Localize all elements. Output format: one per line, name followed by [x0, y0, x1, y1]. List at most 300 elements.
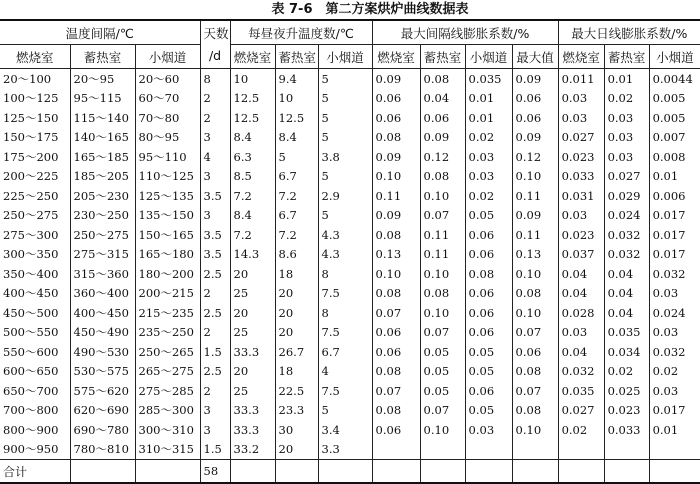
- table-cell: 0.05: [420, 362, 465, 382]
- table-cell: 490～530: [70, 342, 135, 362]
- table-cell: 0.023: [558, 147, 604, 167]
- table-cell: 2.9: [318, 186, 372, 206]
- table-cell: 0.09: [512, 69, 558, 89]
- table-cell: 650～700: [0, 381, 70, 401]
- table-cell: 0.06: [372, 108, 420, 128]
- table-cell: 575～620: [70, 381, 135, 401]
- table-cell: 0.10: [372, 264, 420, 284]
- table-cell: 0.12: [420, 147, 465, 167]
- table-cell: 2.5: [200, 264, 230, 284]
- table-cell: 5: [318, 206, 372, 226]
- table-cell: 0.06: [465, 323, 512, 343]
- table-cell: 33.3: [230, 342, 275, 362]
- table-cell: 0.09: [372, 147, 420, 167]
- table-cell: 0.05: [465, 362, 512, 382]
- table-cell: 150～165: [135, 225, 200, 245]
- table-row: [0, 167, 700, 187]
- table-cell: 0.024: [604, 206, 649, 226]
- table-cell: 0.027: [604, 167, 649, 187]
- table-cell: 0.01: [649, 420, 700, 440]
- table-cell: 12.5: [230, 108, 275, 128]
- table-cell: [465, 460, 512, 484]
- table-row: [0, 147, 700, 167]
- table-cell: 0.03: [604, 147, 649, 167]
- table-cell: [512, 440, 558, 460]
- table-cell: 0.09: [420, 128, 465, 148]
- table-cell: 0.03: [604, 108, 649, 128]
- table-cell: 2.5: [200, 303, 230, 323]
- table-cell: 7.2: [275, 225, 318, 245]
- table-cell: [372, 440, 420, 460]
- table-cell: 0.03: [649, 284, 700, 304]
- table-cell: 6.3: [230, 147, 275, 167]
- table-cell: 3.5: [200, 225, 230, 245]
- table-cell: 0.07: [420, 401, 465, 421]
- table-cell: 500～550: [0, 323, 70, 343]
- subheader-flue: 小烟道: [649, 45, 700, 69]
- table-cell: 0.06: [372, 420, 420, 440]
- table-cell: 110～125: [135, 167, 200, 187]
- table-cell: 0.006: [649, 186, 700, 206]
- table-cell: 8.5: [230, 167, 275, 187]
- table-cell: 0.05: [465, 342, 512, 362]
- subheader-flue: 小烟道: [465, 45, 512, 69]
- table-cell: 0.08: [372, 225, 420, 245]
- table-cell: 0.06: [372, 89, 420, 109]
- subheader-combustion: 燃烧室: [230, 45, 275, 69]
- table-cell: 800～900: [0, 420, 70, 440]
- table-cell: 80～95: [135, 128, 200, 148]
- table-cell: 350～400: [0, 264, 70, 284]
- table-cell: 0.035: [604, 323, 649, 343]
- table-cell: 300～310: [135, 420, 200, 440]
- header-temp-interval: 温度间隔/℃: [0, 20, 200, 45]
- table-cell: 8.4: [230, 128, 275, 148]
- table-cell: 14.3: [230, 245, 275, 265]
- table-cell: 4.3: [318, 225, 372, 245]
- table-cell: 0.11: [512, 186, 558, 206]
- table-cell: 20: [275, 303, 318, 323]
- table-cell: 3: [200, 167, 230, 187]
- table-cell: 2: [200, 108, 230, 128]
- table-cell: 0.01: [465, 108, 512, 128]
- table-cell: 0.028: [558, 303, 604, 323]
- table-cell: 0.03: [558, 108, 604, 128]
- table-cell: 0.07: [512, 381, 558, 401]
- table-cell: 0.032: [604, 225, 649, 245]
- table-cell: 30: [275, 420, 318, 440]
- table-cell: 0.04: [420, 89, 465, 109]
- table-cell: 5: [318, 69, 372, 89]
- table-cell: [135, 460, 200, 484]
- table-cell: 530～575: [70, 362, 135, 382]
- table-cell: 315～360: [70, 264, 135, 284]
- table-cell: 0.031: [558, 186, 604, 206]
- table-cell: 0.02: [649, 362, 700, 382]
- table-cell: 0.06: [465, 303, 512, 323]
- table-cell: 165～180: [135, 245, 200, 265]
- table-row: [0, 264, 700, 284]
- table-row: [0, 206, 700, 226]
- table-cell: 6.7: [275, 206, 318, 226]
- table-cell: [70, 460, 135, 484]
- table-cell: 20～100: [0, 69, 70, 89]
- table-cell: 0.008: [649, 147, 700, 167]
- table-cell: 0.01: [604, 69, 649, 89]
- table-cell: 0.02: [558, 420, 604, 440]
- table-cell: 620～690: [70, 401, 135, 421]
- oven-drying-curve-table: [0, 19, 700, 484]
- table-cell: 550～600: [0, 342, 70, 362]
- table-cell: 200～215: [135, 284, 200, 304]
- header-daily-rise: 每昼夜升温度数/℃: [230, 20, 372, 45]
- table-cell: 0.017: [649, 206, 700, 226]
- table-cell: 0.03: [558, 89, 604, 109]
- table-cell: 4.3: [318, 245, 372, 265]
- table-cell: 20: [230, 303, 275, 323]
- table-cell: 0.06: [512, 108, 558, 128]
- table-cell: 600～650: [0, 362, 70, 382]
- table-row: [0, 323, 700, 343]
- table-row: [0, 362, 700, 382]
- table-cell: 10: [230, 69, 275, 89]
- table-cell: 0.08: [372, 362, 420, 382]
- table-cell: 0.033: [558, 167, 604, 187]
- table-cell: 275～300: [0, 225, 70, 245]
- table-cell: 2: [200, 323, 230, 343]
- table-cell: 4: [318, 362, 372, 382]
- table-cell: 25: [230, 381, 275, 401]
- table-cell: 0.03: [465, 147, 512, 167]
- table-cell: 7.5: [318, 284, 372, 304]
- table-cell: 0.035: [465, 69, 512, 89]
- header-days: [200, 20, 230, 69]
- table-cell: 140～165: [70, 128, 135, 148]
- table-cell: 0.08: [512, 401, 558, 421]
- table-cell: 0.06: [465, 381, 512, 401]
- table-cell: 10: [275, 89, 318, 109]
- table-cell: 0.06: [465, 225, 512, 245]
- table-cell: 0.01: [649, 167, 700, 187]
- table-cell: [649, 440, 700, 460]
- table-cell: 285～300: [135, 401, 200, 421]
- table-cell: 1.5: [200, 342, 230, 362]
- table-cell: 0.011: [558, 69, 604, 89]
- table-row: [0, 342, 700, 362]
- header-max-daily-expansion: 最大日线膨胀系数/%: [558, 20, 700, 45]
- table-cell: 450～490: [70, 323, 135, 343]
- table-cell: 0.032: [604, 245, 649, 265]
- table-cell: 4: [200, 147, 230, 167]
- table-cell: 0.005: [649, 89, 700, 109]
- table-cell: 0.04: [604, 284, 649, 304]
- table-cell: 0.10: [420, 186, 465, 206]
- table-cell: 7.2: [230, 186, 275, 206]
- table-row: [0, 303, 700, 323]
- table-cell: 12.5: [230, 89, 275, 109]
- table-cell: 33.2: [230, 440, 275, 460]
- table-cell: 6.7: [275, 167, 318, 187]
- table-cell: 8.4: [230, 206, 275, 226]
- table-cell: 0.05: [420, 342, 465, 362]
- table-cell: 125～135: [135, 186, 200, 206]
- table-cell: 8.6: [275, 245, 318, 265]
- table-cell: 0.033: [604, 420, 649, 440]
- table-body: [0, 69, 700, 460]
- table-cell: 275～315: [70, 245, 135, 265]
- table-cell: 0.04: [558, 264, 604, 284]
- table-cell: [604, 440, 649, 460]
- table-cell: 0.005: [649, 108, 700, 128]
- table-cell: 0.017: [649, 401, 700, 421]
- table-cell: 0.0044: [649, 69, 700, 89]
- table-cell: 0.017: [649, 245, 700, 265]
- subheader-combustion: 燃烧室: [558, 45, 604, 69]
- table-cell: 0.04: [558, 284, 604, 304]
- subheader-combustion: 燃烧室: [372, 45, 420, 69]
- table-cell: 0.03: [649, 381, 700, 401]
- table-cell: [604, 460, 649, 484]
- table-cell: 95～115: [70, 89, 135, 109]
- subheader-regenerator: 蓄热室: [604, 45, 649, 69]
- table-cell: 780～810: [70, 440, 135, 460]
- table-cell: 690～780: [70, 420, 135, 440]
- table-cell: 9.4: [275, 69, 318, 89]
- table-cell: 205～230: [70, 186, 135, 206]
- table-cell: 3: [200, 401, 230, 421]
- table-cell: 0.06: [465, 245, 512, 265]
- table-cell: 3.5: [200, 245, 230, 265]
- table-cell: 900～950: [0, 440, 70, 460]
- table-cell: 0.03: [558, 323, 604, 343]
- table-cell: 0.13: [372, 245, 420, 265]
- table-row: [0, 225, 700, 245]
- table-cell: 0.05: [465, 206, 512, 226]
- table-cell: 20: [275, 284, 318, 304]
- table-cell: 0.08: [420, 69, 465, 89]
- table-cell: 0.06: [465, 284, 512, 304]
- table-row: [0, 108, 700, 128]
- table-cell: 0.01: [465, 89, 512, 109]
- total-row: [0, 460, 700, 484]
- table-cell: 33.3: [230, 401, 275, 421]
- table-cell: 8: [318, 264, 372, 284]
- table-cell: 400～450: [70, 303, 135, 323]
- table-cell: 0.11: [420, 245, 465, 265]
- table-cell: [230, 460, 275, 484]
- table-cell: 25: [230, 284, 275, 304]
- table-cell: 265～275: [135, 362, 200, 382]
- table-cell: 0.10: [420, 303, 465, 323]
- header-days-top: 天数: [203, 25, 229, 41]
- table-cell: [420, 440, 465, 460]
- table-cell: 235～250: [135, 323, 200, 343]
- table-cell: 0.017: [649, 225, 700, 245]
- table-cell: 0.023: [604, 401, 649, 421]
- table-cell: 0.02: [604, 89, 649, 109]
- table-cell: 100～125: [0, 89, 70, 109]
- table-cell: 0.08: [372, 284, 420, 304]
- table-cell: 180～200: [135, 264, 200, 284]
- table-cell: 0.037: [558, 245, 604, 265]
- table-cell: 0.06: [372, 342, 420, 362]
- table-cell: 700～800: [0, 401, 70, 421]
- table-cell: 165～185: [70, 147, 135, 167]
- table-cell: 3.5: [200, 186, 230, 206]
- table-cell: 25: [230, 323, 275, 343]
- table-row: [0, 420, 700, 440]
- table-cell: 20: [275, 440, 318, 460]
- table-cell: 8: [318, 303, 372, 323]
- table-cell: 60～70: [135, 89, 200, 109]
- table-cell: 0.035: [558, 381, 604, 401]
- table-cell: 360～400: [70, 284, 135, 304]
- table-cell: 0.027: [558, 128, 604, 148]
- table-cell: 0.07: [420, 206, 465, 226]
- table-cell: 3: [200, 128, 230, 148]
- table-cell: 3.3: [318, 440, 372, 460]
- table-cell: 1.5: [200, 440, 230, 460]
- table-cell: 0.04: [604, 303, 649, 323]
- table-cell: 275～285: [135, 381, 200, 401]
- table-cell: 6.7: [318, 342, 372, 362]
- table-cell: 250～275: [0, 206, 70, 226]
- table-cell: 26.7: [275, 342, 318, 362]
- table-cell: 0.032: [649, 264, 700, 284]
- table-cell: 0.07: [372, 381, 420, 401]
- table-cell: 300～350: [0, 245, 70, 265]
- header-days-unit: /d: [208, 47, 222, 63]
- table-cell: 2: [200, 89, 230, 109]
- table-cell: [465, 440, 512, 460]
- table-cell: 0.10: [512, 264, 558, 284]
- table-cell: 250～265: [135, 342, 200, 362]
- subheader-flue: 小烟道: [135, 45, 200, 69]
- table-row: [0, 381, 700, 401]
- table-cell: 185～205: [70, 167, 135, 187]
- table-cell: 0.08: [372, 401, 420, 421]
- table-cell: 0.05: [420, 381, 465, 401]
- table-cell: 3.4: [318, 420, 372, 440]
- table-cell: 0.03: [558, 206, 604, 226]
- table-cell: 0.09: [372, 206, 420, 226]
- table-cell: 150～175: [0, 128, 70, 148]
- table-cell: 5: [318, 401, 372, 421]
- table-title: 表 7-6 第二方案烘炉曲线数据表: [271, 2, 469, 17]
- table-cell: 22.5: [275, 381, 318, 401]
- table-cell: 0.08: [512, 362, 558, 382]
- table-cell: [558, 440, 604, 460]
- table-cell: 33.3: [230, 420, 275, 440]
- table-cell: 0.02: [604, 362, 649, 382]
- table-cell: 0.02: [465, 186, 512, 206]
- table-cell: [512, 460, 558, 484]
- table-cell: 0.10: [420, 264, 465, 284]
- table-cell: 0.07: [372, 303, 420, 323]
- table-cell: 250～275: [70, 225, 135, 245]
- table-cell: [420, 460, 465, 484]
- table-cell: 0.10: [372, 167, 420, 187]
- table-cell: 3.8: [318, 147, 372, 167]
- table-cell: 0.06: [372, 323, 420, 343]
- table-cell: 0.024: [649, 303, 700, 323]
- table-cell: 0.08: [420, 284, 465, 304]
- table-cell: 0.029: [604, 186, 649, 206]
- table-cell: 0.07: [512, 323, 558, 343]
- table-cell: 0.11: [512, 225, 558, 245]
- table-cell: 0.03: [465, 420, 512, 440]
- table-cell: 0.12: [512, 147, 558, 167]
- table-cell: 0.04: [558, 342, 604, 362]
- table-cell: 20: [275, 323, 318, 343]
- table-cell: 0.08: [372, 128, 420, 148]
- subheader-regenerator: 蓄热室: [420, 45, 465, 69]
- table-cell: 7.2: [275, 186, 318, 206]
- table-cell: 225～250: [0, 186, 70, 206]
- table-cell: 5: [318, 167, 372, 187]
- table-cell: 0.06: [512, 89, 558, 109]
- table-row: [0, 284, 700, 304]
- table-cell: 310～315: [135, 440, 200, 460]
- table-cell: 0.09: [512, 206, 558, 226]
- subheader-combustion: 燃烧室: [0, 45, 70, 69]
- table-cell: 0.06: [420, 108, 465, 128]
- table-cell: 0.08: [420, 167, 465, 187]
- table-cell: 400～450: [0, 284, 70, 304]
- table-cell: 0.11: [372, 186, 420, 206]
- table-cell: 0.03: [604, 128, 649, 148]
- table-cell: 0.10: [512, 303, 558, 323]
- table-cell: 3: [200, 206, 230, 226]
- table-cell: 0.027: [558, 401, 604, 421]
- table-cell: 0.10: [420, 420, 465, 440]
- table-cell: 20～60: [135, 69, 200, 89]
- table-cell: [558, 460, 604, 484]
- subheader-regenerator: 蓄热室: [70, 45, 135, 69]
- total-days: 58: [200, 460, 230, 484]
- table-cell: 0.09: [512, 128, 558, 148]
- table-cell: 0.10: [512, 420, 558, 440]
- table-row: [0, 69, 700, 89]
- table-cell: 0.08: [465, 264, 512, 284]
- table-cell: 0.032: [558, 362, 604, 382]
- subheader-max: 最大值: [512, 45, 558, 69]
- table-cell: 7.5: [318, 323, 372, 343]
- table-cell: 0.034: [604, 342, 649, 362]
- table-cell: [649, 460, 700, 484]
- table-cell: 0.007: [649, 128, 700, 148]
- table-cell: 230～250: [70, 206, 135, 226]
- table-cell: [372, 460, 420, 484]
- table-cell: 0.03: [465, 167, 512, 187]
- table-cell: 7.2: [230, 225, 275, 245]
- table-row: [0, 186, 700, 206]
- table-cell: 0.032: [649, 342, 700, 362]
- table-cell: 0.10: [512, 167, 558, 187]
- table-cell: 115～140: [70, 108, 135, 128]
- table-cell: 0.09: [372, 69, 420, 89]
- table-cell: 2: [200, 381, 230, 401]
- table-cell: 5: [318, 128, 372, 148]
- table-cell: 0.11: [420, 225, 465, 245]
- table-cell: 0.13: [512, 245, 558, 265]
- table-cell: 135～150: [135, 206, 200, 226]
- table-cell: 215～235: [135, 303, 200, 323]
- subheader-flue: 小烟道: [318, 45, 372, 69]
- table-cell: 5: [318, 89, 372, 109]
- table-row: [0, 245, 700, 265]
- table-cell: 3: [200, 420, 230, 440]
